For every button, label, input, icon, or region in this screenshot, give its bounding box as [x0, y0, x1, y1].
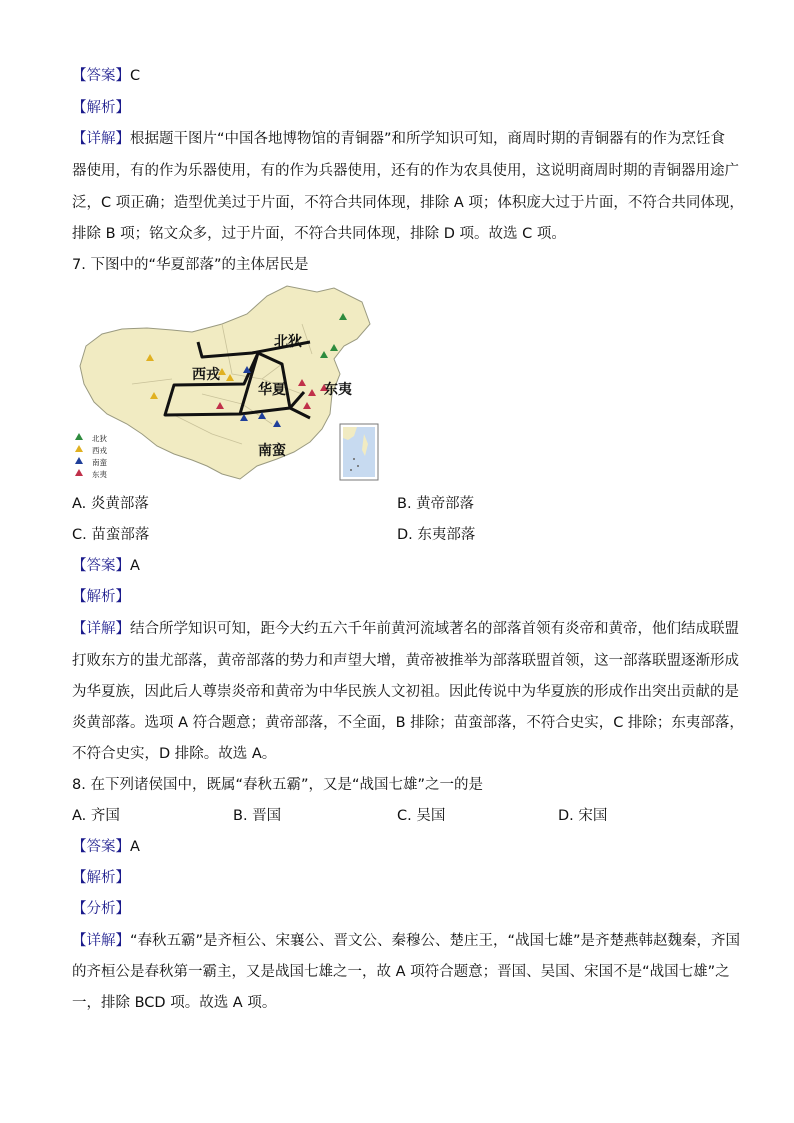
legend-label-0: 北狄	[92, 434, 107, 443]
q8-option-b: B. 晋国	[233, 808, 282, 824]
q8-detail-line-2: 的齐桓公是春秋第一霸主，又是战国七雄之一，故 A 项符合题意；晋国、吴国、宋国不是“战国七雄”之	[72, 964, 730, 980]
answer-value: C	[130, 68, 141, 84]
answer-value: A	[130, 558, 140, 574]
q7-option-c: C. 苗蛮部落	[72, 527, 150, 543]
q8-option-a: A. 齐国	[72, 808, 120, 824]
q7-analysis-tag: 【解析】	[72, 589, 130, 605]
q6-detail-line-3: 泛，C 项正确；造型优美过于片面，不符合共同体现，排除 A 项；体积庞大过于片面，不符合共同体现，	[72, 195, 744, 211]
q6-detail-line-2: 器使用，有的作为乐器使用，有的作为兵器使用，还有的作为农具使用，这说明商周时期的青铜器用途广	[72, 163, 739, 179]
q6-answer-line	[72, 66, 140, 86]
q7-detail-line-3: 为华夏族，因此后人尊崇炎帝和黄帝为中华民族人文初祖。因此传说中为华夏族的形成作出突出贡献的是	[72, 684, 739, 700]
detail-tag: 【详解】	[72, 621, 130, 637]
q7-detail-line-5: 不符合史实，D 排除。故选 A。	[72, 746, 277, 762]
label-xirong: 西戎	[192, 366, 220, 382]
tribes-map	[72, 284, 382, 484]
tribes-map-svg	[72, 284, 382, 484]
q6-detail-line-1	[72, 129, 725, 149]
detail-text: 结合所学知识可知，距今大约五六千年前黄河流域著名的部落首领有炎帝和黄帝，他们结成联盟	[130, 621, 739, 637]
label-nanman: 南蛮	[258, 442, 286, 458]
map-legend	[75, 433, 107, 479]
q7-detail-line-1	[72, 619, 739, 639]
label-dongyi: 东夷	[324, 381, 352, 397]
q8-stem: 8. 在下列诸侯国中，既属“春秋五霸”，又是“战国七雄”之一的是	[72, 777, 483, 793]
south-china-sea-inset	[340, 424, 378, 480]
q8-answer-line	[72, 837, 140, 857]
q8-detail-line-1	[72, 931, 740, 951]
detail-tag: 【详解】	[72, 933, 130, 949]
detail-text: 根据题干图片“中国各地博物馆的青铜器”和所学知识可知，商周时期的青铜器有的作为烹饪食	[130, 131, 726, 147]
legend-label-3: 东夷	[92, 470, 107, 479]
q8-fenxi-tag: 【分析】	[72, 901, 130, 917]
q7-option-d: D. 东夷部落	[397, 527, 476, 543]
q7-detail-line-4: 炎黄部落。选项 A 符合题意；黄帝部落，不全面，B 排除；苗蛮部落，不符合史实，C 排除；东夷部落，	[72, 715, 744, 731]
q6-detail-line-4: 排除 B 项；铭文众多，过于片面，不符合共同体现，排除 D 项。故选 C 项。	[72, 226, 566, 242]
answer-value: A	[130, 839, 140, 855]
detail-text: “春秋五霸”是齐桓公、宋襄公、晋文公、秦穆公、楚庄王，“战国七雄”是齐楚燕韩赵魏秦，齐国	[130, 933, 741, 949]
answer-tag: 【答案】	[72, 558, 130, 574]
q7-detail-line-2: 打败东方的蚩尤部落，黄帝部落的势力和声望大增，黄帝被推举为部落联盟首领，这一部落联盟逐渐形成	[72, 653, 739, 669]
q8-analysis-tag: 【解析】	[72, 870, 130, 886]
q8-option-d: D. 宋国	[558, 808, 608, 824]
q7-option-b: B. 黄帝部落	[397, 496, 475, 512]
label-beidi: 北狄	[274, 333, 302, 349]
legend-label-2: 南蛮	[92, 458, 107, 467]
answer-tag: 【答案】	[72, 839, 130, 855]
answer-tag: 【答案】	[72, 68, 130, 84]
q8-detail-line-3: 一，排除 BCD 项。故选 A 项。	[72, 995, 277, 1011]
q7-answer-line	[72, 556, 140, 576]
q7-option-a: A. 炎黄部落	[72, 496, 149, 512]
q6-analysis-tag: 【解析】	[72, 100, 130, 116]
detail-tag: 【详解】	[72, 131, 130, 147]
legend-label-1: 西戎	[92, 446, 107, 455]
q8-option-c: C. 吴国	[397, 808, 446, 824]
label-huaxia: 华夏	[258, 381, 286, 397]
q7-stem: 7. 下图中的“华夏部落”的主体居民是	[72, 257, 309, 273]
